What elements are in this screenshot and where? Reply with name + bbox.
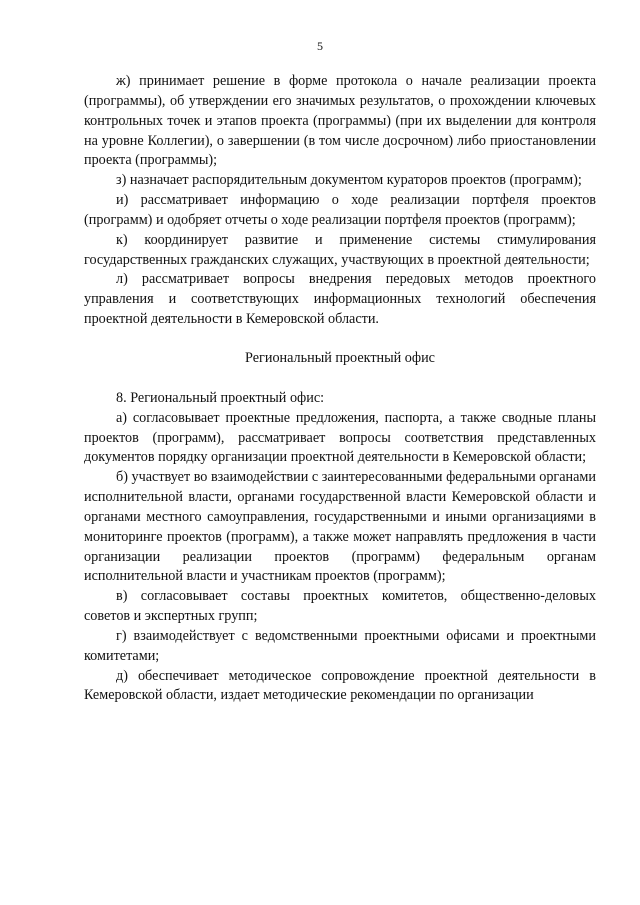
paragraph-b: б) участвует во взаимодействии с заинтересованными федеральными органами исполнительной власти, органами государственной власти Кемеровской области и органами местного самоуправления, государственными и иными организациями в мониторинге проектов (программ), а также может направлять предложения в части организации реализации проектов (программ) федеральным органам исполнительной власти и участникам проектов (программ); (84, 469, 596, 585)
paragraph-zh: ж) принимает решение в форме протокола о начале реализации проекта (программы), об утверждении его значимых результатов, о прохождении ключевых контрольных точек и этапов проекта (программы) (при их выделении для контроля на уровне Коллегии), о завершении (в том числе досрочном) либо приостановлении проекта (программы); (84, 73, 596, 169)
document-body (84, 72, 596, 706)
paragraph-k: к) координирует развитие и применение системы стимулирования государственных гражданских служащих, участвующих в проектной деятельности; (84, 231, 596, 268)
paragraph-z: з) назначает распорядительным документом кураторов проектов (программ); (116, 172, 582, 189)
paragraph-g: г) взаимодействует с ведомственными проектными офисами и проектными комитетами; (84, 627, 596, 664)
paragraph-i: и) рассматривает информацию о ходе реализации портфеля проектов (программ) и одобряет отчеты о ходе реализации портфеля проектов (программ); (84, 192, 596, 228)
page-number: 5 (317, 39, 323, 53)
paragraph-l: л) рассматривает вопросы внедрения передовых методов проектного управления и соответствующих информационных технологий обеспечения проектной деятельности в Кемеровской области. (84, 271, 596, 328)
paragraph-8: 8. Региональный проектный офис: (116, 389, 325, 406)
section-heading: Региональный проектный офис (245, 350, 435, 367)
paragraph-a: а) согласовывает проектные предложения, паспорта, а также сводные планы проектов (программ), рассматривает вопросы соответствия представленных документов порядку организации проектной деятельности в Кемеровской области; (84, 409, 596, 466)
paragraph-d: д) обеспечивает методическое сопровождение проектной деятельности в Кемеровской области, издает методические рекомендации по организации (84, 667, 596, 704)
paragraph-v: в) согласовывает составы проектных комитетов, общественно-деловых советов и экспертных групп; (84, 588, 596, 625)
